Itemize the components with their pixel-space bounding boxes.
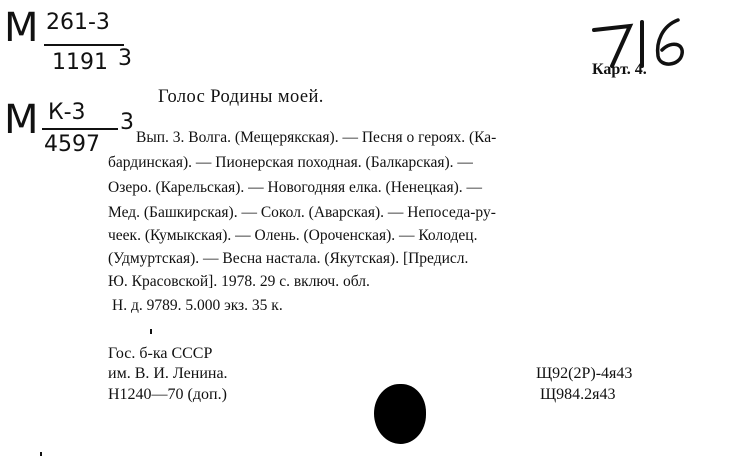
call-number-2-fraction-line (42, 128, 118, 130)
call-number-2-numerator: К-3 (48, 100, 86, 125)
body-line-4 (108, 205, 662, 221)
edition-line: Н. д. 9789. 5.000 экз. 35 к. (112, 297, 283, 314)
call-number-1-numerator: 261-3 (46, 10, 110, 35)
classification-line-2: Щ984.2я43 (540, 386, 616, 403)
call-number-2-suffix: 3 (120, 110, 134, 135)
library-line-3: Н1240—70 (доп.) (108, 386, 227, 403)
body-line-5 (108, 228, 662, 244)
call-number-1-denominator: 1191 (52, 50, 108, 75)
punch-hole (374, 384, 426, 444)
corner-mark (40, 452, 42, 456)
title: Голос Родины моей. (158, 87, 324, 107)
body-line-2-text: бардинская). — Пионерская походная. (Балкарская). — (108, 154, 473, 171)
body-line-2 (108, 155, 662, 171)
call-number-1-fraction-line (44, 44, 124, 46)
body-line-5-text: чеек. (Кумыкская). — Олень. (Ороченская). — Колодец. (108, 227, 478, 244)
body-line-1-text: Вып. 3. Волга. (Мещерякская). — Песня о героях. (Ка- (136, 129, 497, 146)
body-line-7-text: Ю. Красовской]. 1978. 29 с. включ. обл. (108, 273, 370, 290)
call-number-1-letter: М (4, 5, 39, 51)
body-line-1 (136, 130, 662, 146)
library-line-1: Гос. б-ка СССР (108, 345, 213, 362)
call-number-2-denominator: 4597 (44, 132, 100, 157)
stray-mark (150, 329, 152, 334)
call-number-2-letter: М (4, 97, 39, 143)
library-line-2: им. В. И. Ленина. (108, 365, 228, 382)
classification-line-1: Щ92(2Р)-4я43 (536, 365, 633, 382)
card-number: Карт. 4. (592, 61, 647, 78)
body-line-6 (108, 251, 662, 267)
body-line-6-text: (Удмуртская). — Весна настала. (Якутская). [Предисл. (108, 250, 469, 267)
body-line-3 (108, 180, 662, 196)
body-line-4-text: Мед. (Башкирская). — Сокол. (Аварская). — Непоседа-ру- (108, 204, 496, 221)
call-number-1-suffix: 3 (118, 46, 132, 71)
body-line-3-text: Озеро. (Карельская). — Новогодняя елка. (Ненецкая). — (108, 179, 482, 196)
body-line-7 (108, 274, 608, 290)
